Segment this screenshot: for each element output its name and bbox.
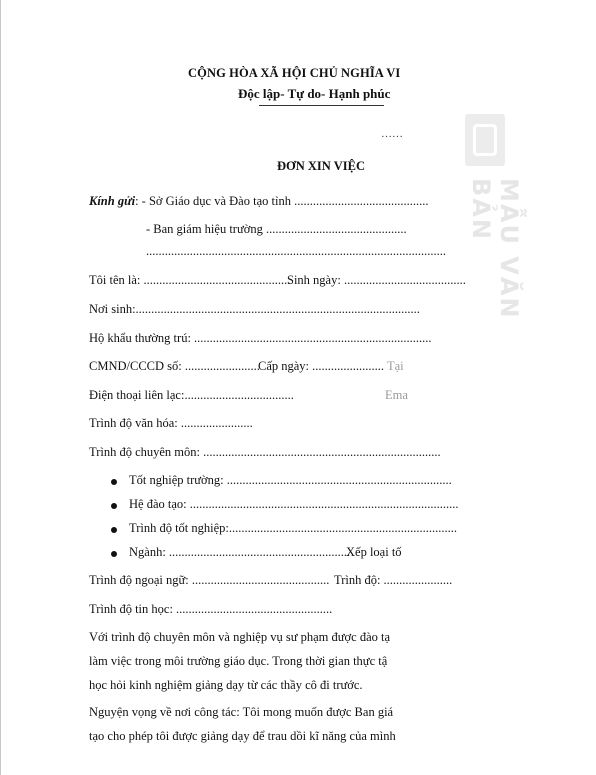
field-issue-place: Tại [387, 359, 404, 373]
bullet-dot [111, 527, 117, 533]
bullet-dot [111, 551, 117, 557]
document-title: ĐƠN XIN VIỆC [277, 159, 365, 173]
watermark [459, 112, 523, 382]
field-id-number: CMND/CCCD số: ........................ [89, 359, 260, 373]
field-birthplace: Nơi sinh:........................................................................................... [89, 302, 420, 316]
bullet-rank: Xếp loại tố [346, 545, 402, 559]
watermark-text: MẪU VĂN BẢN [467, 178, 523, 320]
paragraph-2-line-1: Nguyện vọng về nơi công tác: Tôi mong muốn được Ban giá [89, 705, 394, 719]
bullet-dot [111, 479, 117, 485]
field-residence: Hộ khẩu thường trú: ............................................................................ [89, 331, 432, 345]
recipient-line-2: - Ban giám hiệu trường ............................................. [146, 222, 407, 236]
field-name: Tôi tên là: ............................................... [89, 273, 291, 287]
national-title: CỘNG HÒA XÃ HỘI CHỦ NGHĨA VI [188, 66, 401, 80]
header-underline [259, 105, 384, 106]
national-motto: Độc lập- Tự do- Hạnh phúc [238, 86, 391, 101]
field-foreign-language: Trình độ ngoại ngữ: ............................................ [89, 573, 330, 587]
field-professional-level: Trình độ chuyên môn: ............................................................................ [89, 445, 441, 459]
bullet-graduated-school: Tốt nghiệp trường: ........................................................................ [129, 473, 452, 487]
paragraph-1-line-3: học hỏi kinh nghiệm giảng dạy từ các thầy cô đi trước. [89, 678, 363, 692]
recipient-label: Kính gửi [89, 194, 136, 208]
bullet-dot [111, 503, 117, 509]
bullet-major: Ngành: .......................................................... [129, 545, 351, 559]
recipient-department: : - Sở Giáo dục và Đào tạo tỉnh ........................................... [135, 194, 429, 208]
field-language-level: Trình độ: ...................... [334, 573, 453, 587]
field-issue-date: Cấp ngày: ....................... [258, 359, 385, 373]
paragraph-2-line-2: tạo cho phép tôi được giảng dạy để trau dồi kĩ năng của mình [89, 729, 396, 743]
bullet-training-system: Hệ đào tạo: ...................................................................................... [129, 497, 459, 511]
date-line: …… [381, 128, 403, 140]
field-dob: Sinh ngày: ....................................... [287, 273, 466, 287]
field-phone: Điện thoại liên lạc:................................... [89, 388, 294, 402]
recipient-line-1 [89, 194, 428, 209]
paragraph-1-line-1: Với trình độ chuyên môn và nghiệp vụ sư phạm được đào tạ [89, 630, 391, 644]
document-logo-icon [465, 114, 505, 166]
paragraph-1-line-2: làm việc trong môi trường giáo dục. Trong thời gian thực tậ [89, 654, 388, 668]
field-it-level: Trình độ tin học: .................................................. [89, 602, 333, 616]
bullet-graduation-level: Trình độ tốt nghiệp:......................................................................... [129, 521, 458, 535]
field-culture-level: Trình độ văn hóa: ....................... [89, 416, 253, 430]
recipient-line-3: ................................................................................................ [146, 244, 446, 258]
document-body [1, 0, 466, 775]
field-email: Ema [385, 388, 408, 402]
